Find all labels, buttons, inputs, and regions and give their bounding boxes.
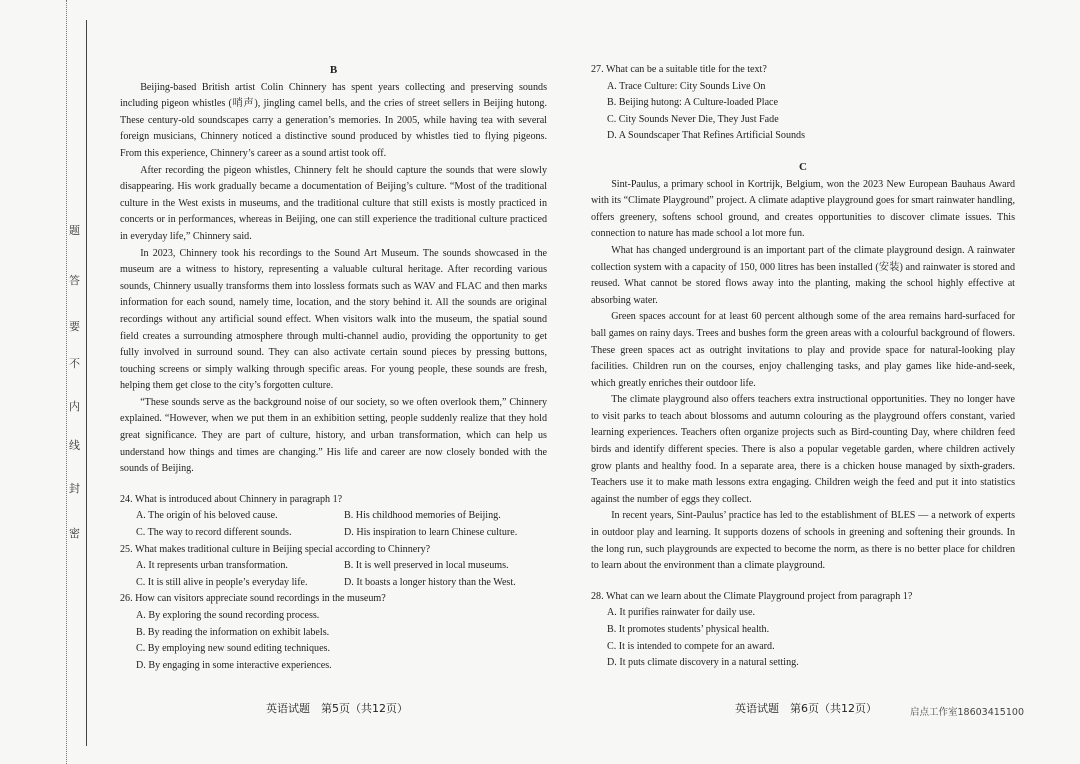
passage-c-paragraph-4: The climate playground also offers teachers extra instructional opportunities. They no longer have to visit parks to teach about blossoms and autumn colouring as the playground offers constant, varied learning experiences. Teachers often organize projects such as Bird-counting Day, where children feed birds and identify different species. There is also a popular vegetable garden, where children actively grow plants and healthy food. In a separate area, there is a chicken house managed by sixth-graders. Teachers use it to make math lessons extra engaging. Children weigh the feed and put it into statistics against the number of eggs they collect. [591, 394, 1015, 505]
passage-c-paragraph-3: Green spaces account for at least 60 percent although some of the area remains hard-surfaced for ball games on rainy days. Trees and bushes form the green areas with a colourful background of flowers. These green spaces act as outright invitations to play and provide space for natural-looking play facilities. Children run on the courses, enjoy challenging tasks, and play games like hide-and-seek, which greatly enriches their outdoor life. [591, 311, 1015, 389]
section-label-b: B [329, 64, 338, 76]
option-b[interactable]: B. His childhood memories of Beijing. [344, 510, 501, 522]
page-footer-left: 英语试题 第5页（共12页） [266, 702, 408, 715]
passage-b-paragraph-3: In 2023, Chinnery took his recordings to the Sound Art Museum. The sounds showcased in the museum are a witness to history, representing a valuable cultural heritage. After recording various sounds, Chinnery usually transforms them into lossless formats such as WAV and FLAC and then marks information for each sound, namely time, location, and the story behind it. All the sounds are original recordings without any artificial sound effect. When visitors walk into the museum, the spatial sound field creates a surrounding atmosphere through multi-channel audio, providing the opportunity to get fully involved in surround sound. They can also activate certain sound pieces by pressing buttons, touching screens or simply walking through specific areas. For young people, these sounds are fresh, helping them get close to the city’s forgotten culture. [120, 247, 547, 392]
option-b[interactable]: B. It is well preserved in local museums. [344, 560, 509, 572]
binding-char: 线 [69, 439, 80, 452]
passage-b-paragraph-4: “These sounds serve as the background noise of our society, so we often overlook them,” Chinnery explained. “However, when we put them in an exhibition setting, people suddenly realize that they hold great significance. They are part of culture, history, and urban transformation, which can help us understand how things and times are changing.” His life and career are now closely bonded with the sounds of Beijing. [120, 396, 547, 475]
option-b[interactable]: B. Beijing hutong: A Culture-loaded Place [607, 97, 779, 109]
option-a[interactable]: A. By exploring the sound recording process. [136, 610, 320, 621]
option-a[interactable]: A. It represents urban transformation. [136, 560, 288, 572]
question-28 [591, 589, 1015, 672]
option-d[interactable]: D. His inspiration to learn Chinese culture. [344, 527, 518, 539]
question-26 [120, 591, 547, 674]
passage-c-paragraph-1: Sint-Paulus, a primary school in Kortrijk, Belgium, won the 2023 New European Bauhaus Award with its “Climate Playground” project. A climate adaptive playground goes for smart rainwater handling, offers greenery, softens school ground, and creates opportunities to discover climate issues. This connection to nature has made school a lot more fun. [591, 178, 1015, 240]
binding-char: 封 [69, 482, 80, 495]
right-column [591, 62, 1015, 672]
binding-char: 密 [69, 527, 80, 540]
option-c[interactable]: C. It is still alive in people’s everyday life. [136, 576, 308, 588]
binding-char: 内 [69, 400, 80, 413]
option-b[interactable]: B. By reading the information on exhibit labels. [136, 626, 330, 638]
option-a[interactable]: A. The origin of his beloved cause. [136, 510, 278, 522]
section-label-c: C [799, 160, 807, 173]
option-c[interactable]: C. The way to record different sounds. [136, 527, 292, 539]
option-b[interactable]: B. It promotes students’ physical health. [607, 624, 770, 635]
option-c[interactable]: C. City Sounds Never Die, They Just Fade [607, 113, 779, 125]
question-stem: 26. How can visitors appreciate sound recordings in the museum? [120, 593, 386, 605]
passage-b-paragraph-1: Beijing-based British artist Colin Chinnery has spent years collecting and preserving sounds including pigeon whistles (哨声), jingling camel bells, and the cries of street sellers in Beijing hutong. These century-old soundscapes carry a generation’s memories. In 2005, while having tea with several foreign musicians, Chinnery noticed a distinctive sound produced by whistles tied to flying pigeons. From this experience, Chinnery’s career as a sound artist took off. [120, 81, 547, 159]
binding-margin [0, 0, 90, 764]
passage-c-paragraph-5: In recent years, Sint-Paulus’ practice has led to the establishment of BLES — a network of experts in outdoor play and learning. It supports dozens of schools in greening and softening their grounds. In the long run, such playgrounds are expected to become the norm, as there is no better place for children to learn about the environment than a climate playground. [591, 510, 1015, 572]
binding-char: 答 [69, 274, 80, 287]
question-27 [591, 62, 1015, 145]
passage-b-paragraph-2: After recording the pigeon whistles, Chinnery felt he should capture the sounds that were slowly disappearing. His work gradually became a documentation of Beijing’s culture. “Most of the traditional culture in the West exists in museums, and the traditional culture that still exists is mostly practiced in concerts or in performances, whereas in Beijing, one can still experience the traditional culture practiced in everyday life,” Chinnery said. [120, 164, 547, 242]
question-stem: 24. What is introduced about Chinnery in paragraph 1? [120, 493, 343, 505]
question-25 [120, 542, 547, 592]
question-24 [120, 492, 547, 542]
option-d[interactable]: D. By engaging in some interactive experiences. [136, 659, 332, 671]
option-d[interactable]: D. A Soundscaper That Refines Artificial Sounds [607, 130, 806, 142]
option-d[interactable]: D. It puts climate discovery in a natural setting. [607, 657, 799, 669]
question-stem: 25. What makes traditional culture in Beijing special according to Chinnery? [120, 543, 431, 555]
binding-line [86, 20, 87, 746]
left-column [120, 62, 547, 674]
binding-char: 要 [69, 320, 80, 333]
option-c[interactable]: C. It is intended to compete for an award. [607, 640, 775, 652]
option-a[interactable]: A. It purifies rainwater for daily use. [607, 607, 755, 619]
option-d[interactable]: D. It boasts a longer history than the West. [344, 576, 516, 588]
binding-char: 题 [69, 224, 80, 237]
passage-c-paragraph-2: What has changed underground is an important part of the climate playground design. A rainwater collection system with a capacity of 150, 000 litres has been installed (安装) and rainwater is stored and reused. What cannot be stored flows away into the planting, making the school highly effective at absorbing water. [591, 244, 1015, 306]
binding-char: 不 [69, 357, 80, 370]
question-stem: 27. What can be a suitable title for the text? [591, 64, 767, 75]
watermark-stamp: 启点工作室18603415100 [910, 707, 1024, 718]
cut-line-dotted [66, 0, 67, 764]
page-footer-right: 英语试题 第6页（共12页） [735, 702, 877, 715]
option-a[interactable]: A. Trace Culture: City Sounds Live On [607, 80, 766, 92]
option-c[interactable]: C. By employing new sound editing techniques. [136, 643, 331, 655]
question-stem: 28. What can we learn about the Climate Playground project from paragraph 1? [591, 590, 913, 602]
